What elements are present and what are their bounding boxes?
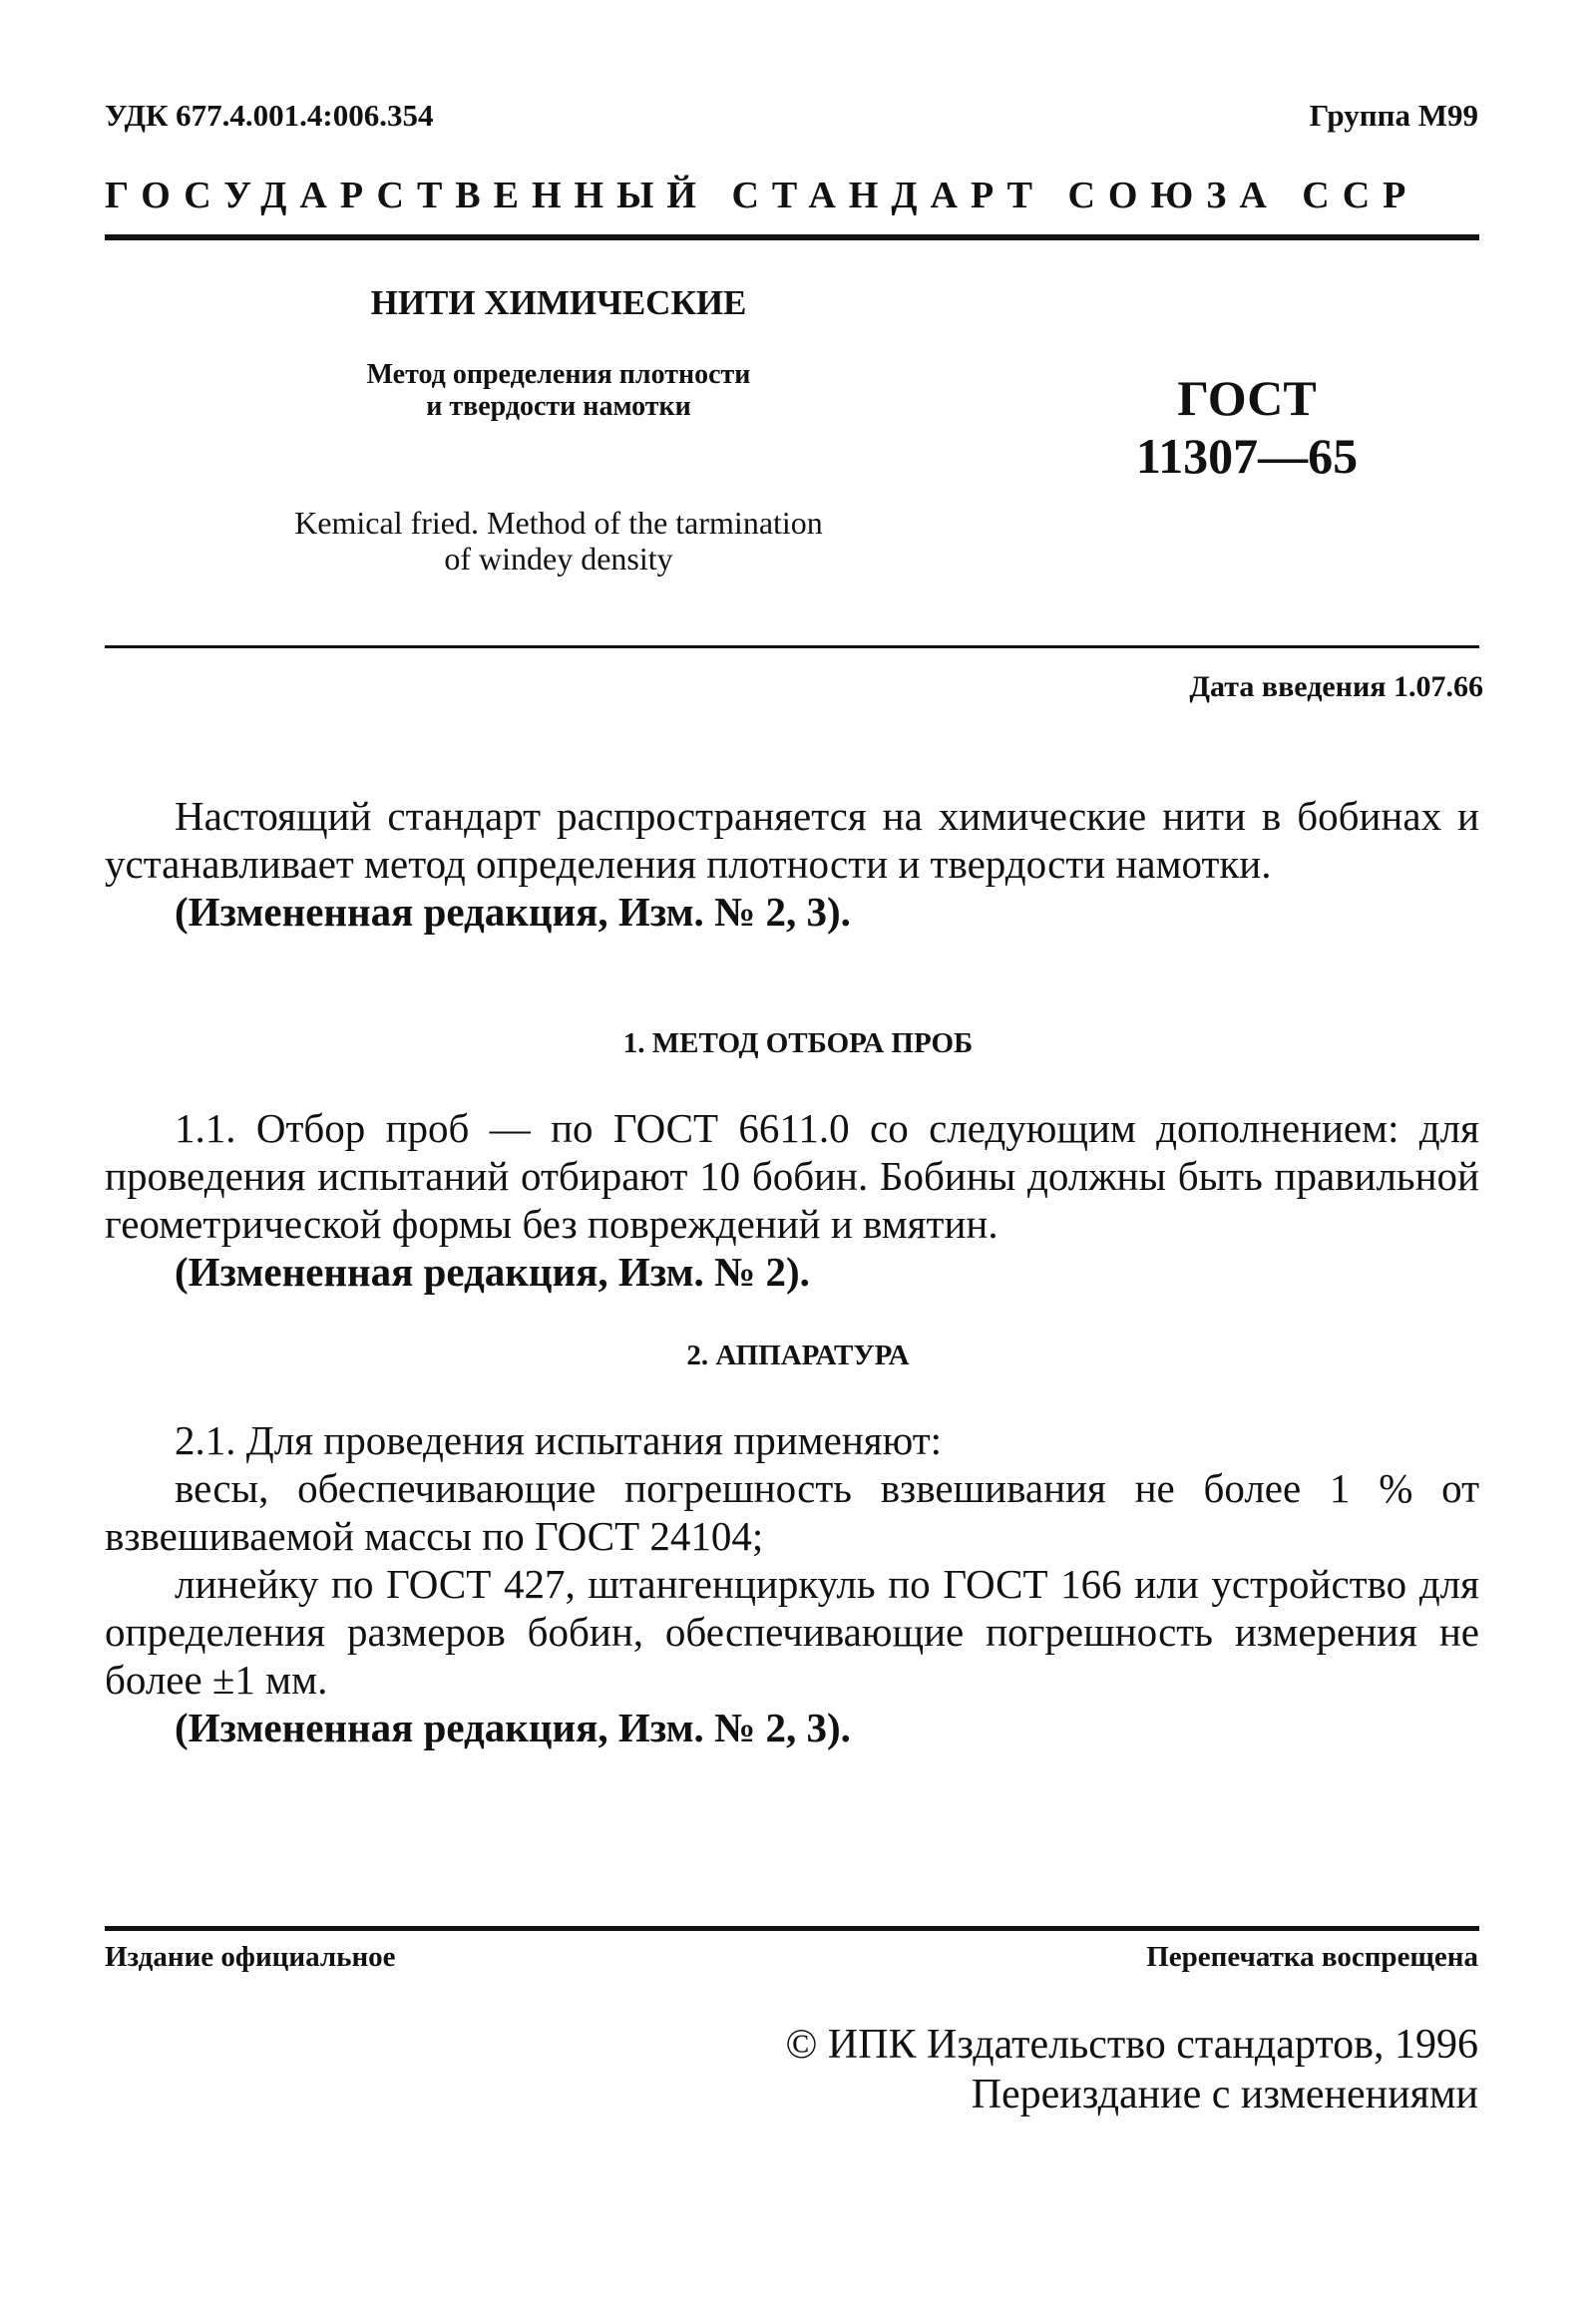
- gost-label: ГОСТ: [1177, 370, 1317, 426]
- group-code: Группа М99: [1309, 98, 1478, 133]
- footer-rule: [105, 1926, 1479, 1931]
- reprint-prohibited-note: Перепечатка воспрещена: [1146, 1941, 1478, 1973]
- intro-text: Настоящий стандарт распространяется на химические нити в бобинах и устанавливает метод определения плотности и твердости намотки.: [105, 793, 1479, 887]
- section-1-heading: 1. МЕТОД ОТБОРА ПРОБ: [622, 1027, 974, 1059]
- subtitle-line-1: Метод определения плотности: [366, 359, 751, 390]
- document-title: НИТИ ХИМИЧЕСКИЕ: [370, 283, 747, 322]
- section-2-body: [105, 1416, 1479, 1751]
- english-title-line-2: of windey density: [444, 541, 673, 577]
- english-title: [180, 505, 938, 577]
- english-title-line-1: Kemical fried. Method of the tarmination: [294, 505, 823, 541]
- section-1-paragraph-1: 1.1. Отбор проб — по ГОСТ 6611.0 со следующим дополнением: для проведения испытаний отбирают 10 бобин. Бобины должны быть правильной геометрической формы без повреждений и вмятин.: [105, 1105, 1479, 1247]
- publisher-block: [785, 2020, 1478, 2119]
- intro-paragraph: [105, 792, 1479, 936]
- copyright-line: © ИПК Издательство стандартов, 1996: [785, 2022, 1478, 2068]
- gost-designation: [1077, 369, 1416, 485]
- document-subtitle: [259, 359, 858, 423]
- reissue-line: Переиздание с изменениями: [971, 2072, 1478, 2117]
- section-2-paragraph-2: весы, обеспечивающие погрешность взвешивания не более 1 % от взвешиваемой массы по ГОСТ 24104;: [105, 1465, 1479, 1559]
- official-edition-note: Издание официальное: [105, 1941, 396, 1973]
- section-2-amendment: (Измененная редакция, Изм. № 2, 3).: [175, 1705, 851, 1750]
- section-2-paragraph-3: линейку по ГОСТ 427, штангенциркуль по ГОСТ 166 или устройство для определения размеров бобин, обеспечивающие погрешность измерения не более ±1 мм.: [105, 1561, 1479, 1703]
- udk-code: УДК 677.4.001.4:006.354: [105, 98, 434, 133]
- section-1-body: [105, 1104, 1479, 1296]
- section-2-heading: 2. АППАРАТУРА: [686, 1340, 910, 1371]
- standard-banner: ГОСУДАРСТВЕННЫЙ СТАНДАРТ СОЮЗА ССР: [105, 175, 1419, 216]
- header-rule: [105, 234, 1479, 240]
- intro-amendment: (Измененная редакция, Изм. № 2, 3).: [175, 889, 851, 935]
- gost-number: 11307—65: [1135, 428, 1359, 484]
- section-2-paragraph-1: 2.1. Для проведения испытания применяют:: [175, 1417, 943, 1463]
- section-1-amendment: (Измененная редакция, Изм. № 2).: [175, 1249, 810, 1295]
- intro-date: Дата введения 1.07.66: [1189, 670, 1483, 703]
- title-rule: [105, 645, 1479, 648]
- subtitle-line-2: и твердости намотки: [426, 391, 691, 422]
